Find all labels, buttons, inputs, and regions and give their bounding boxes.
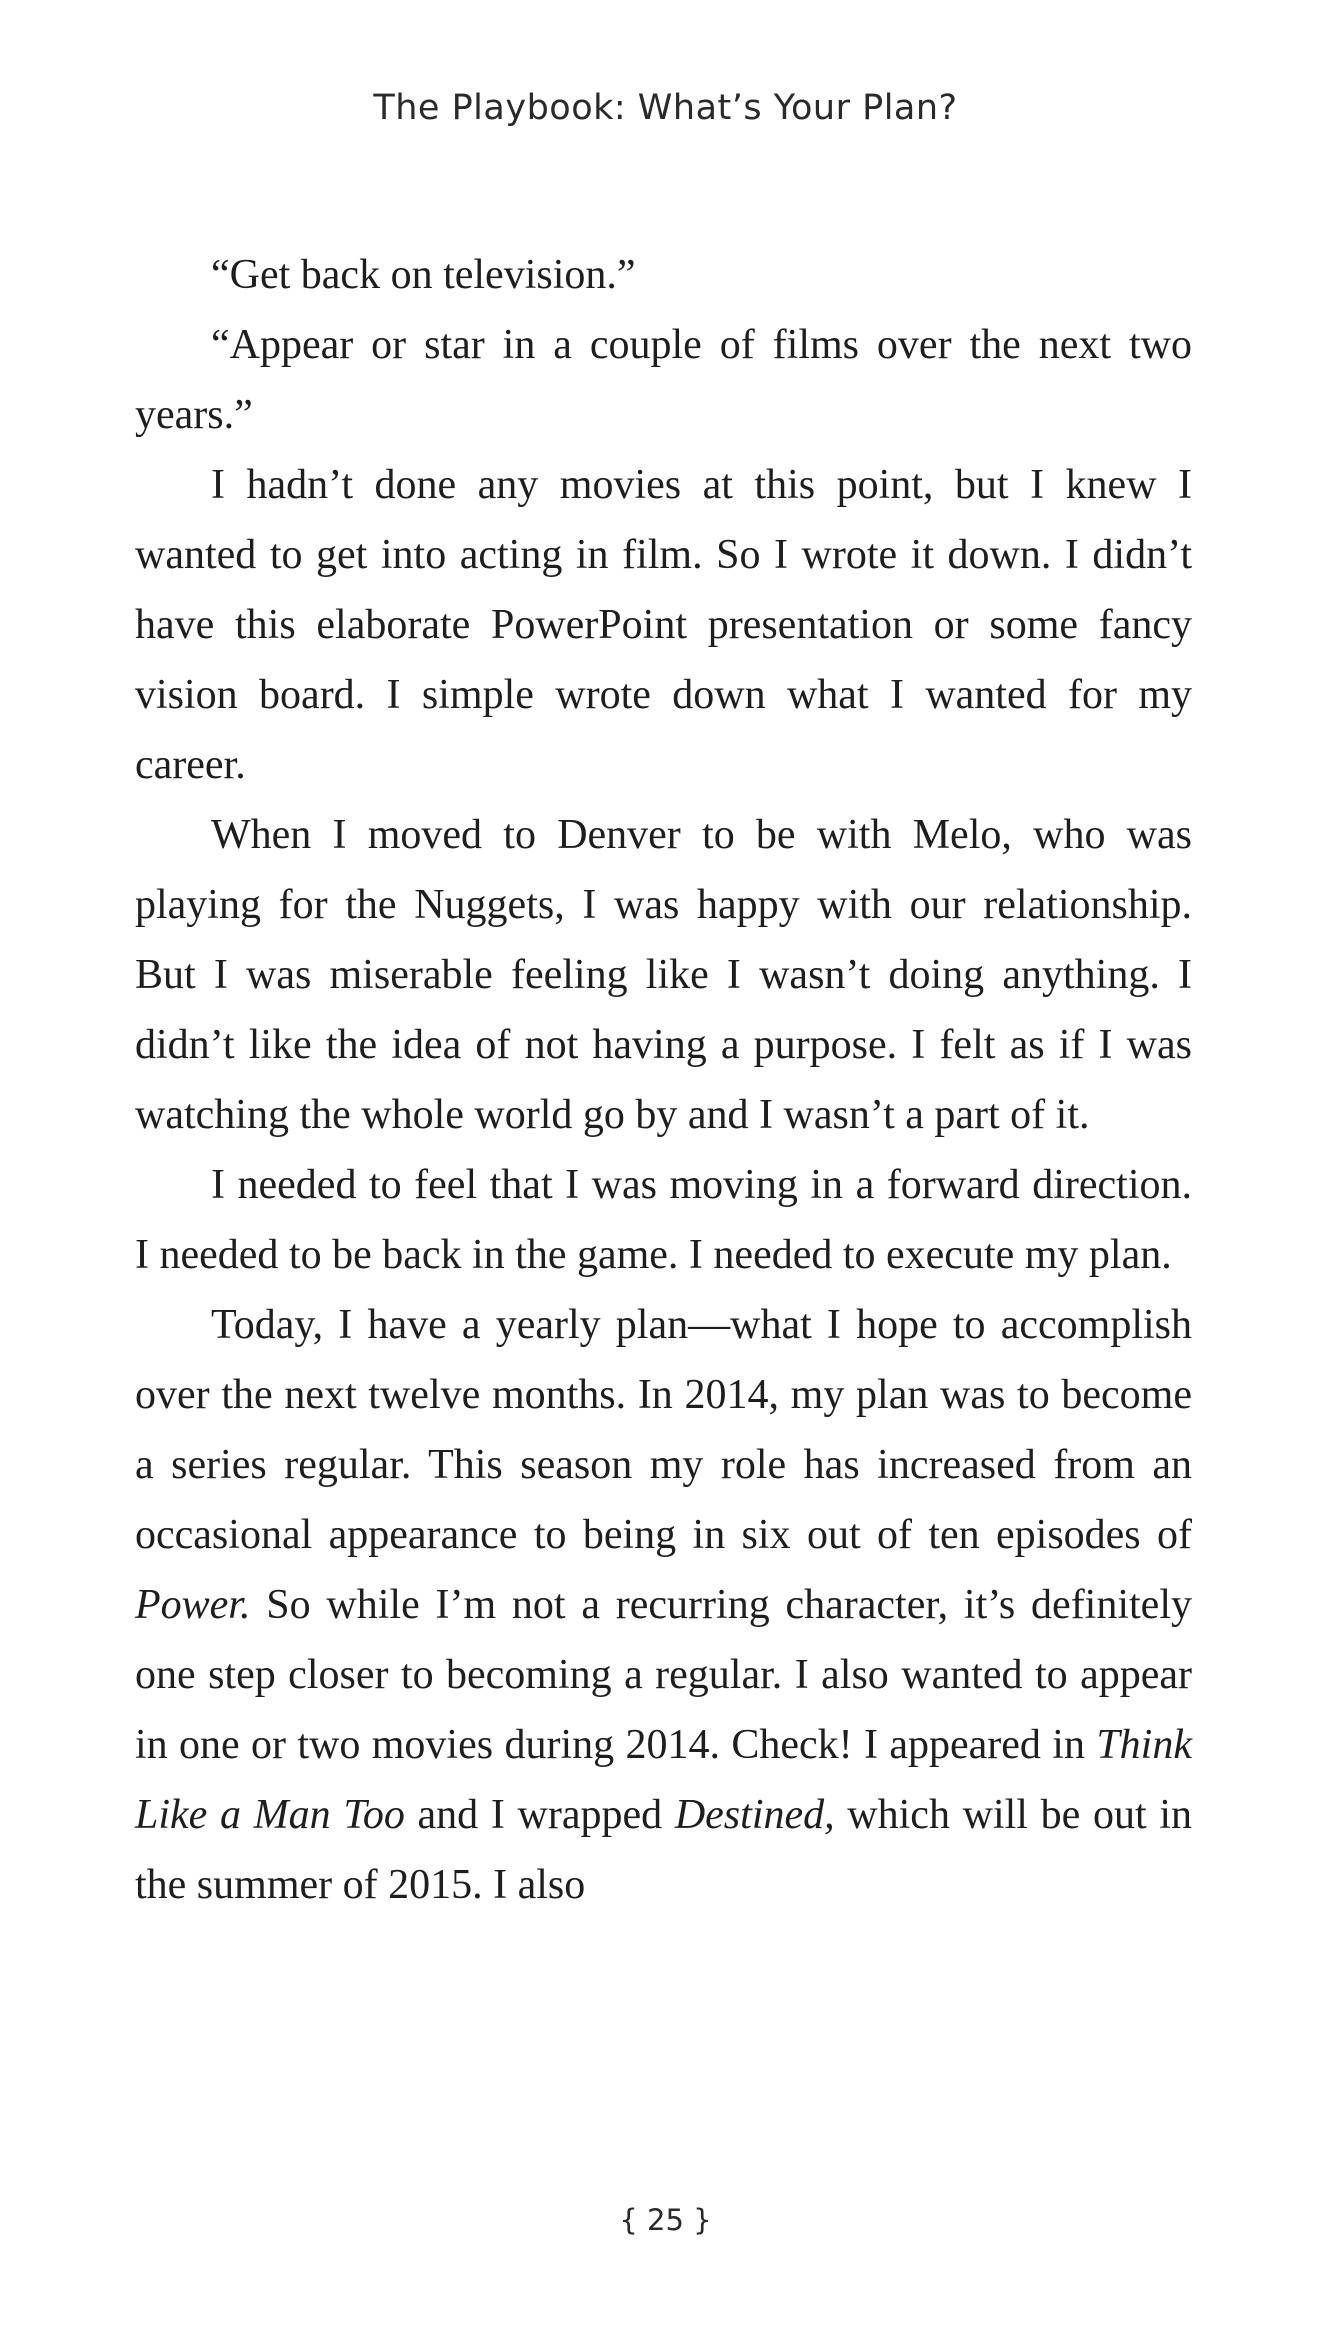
text-segment: So while I’m not a recurring character, it’s definitely one step closer to becoming a regular. I also wanted to appear in one or two movies during 2014. Check! I appeared in: [135, 1582, 1192, 1768]
paragraph: “Appear or star in a couple of films over the next two years.”: [135, 322, 1192, 438]
paragraph: I hadn’t done any movies at this point, but I knew I wanted to get into acting in film. So I wrote it down. I didn’t have this elaborate PowerPoint presentation or some fancy vision board. I simple wrote down what I wanted for my career.: [135, 462, 1192, 788]
paragraph-last: [135, 1290, 1192, 1920]
page-number: { 25 }: [619, 2203, 712, 2237]
running-head: The Playbook: What’s Your Plan?: [373, 88, 958, 128]
paragraph: “Get back on television.”: [211, 252, 636, 298]
text-segment: and I wrapped: [404, 1792, 675, 1838]
paragraph: When I moved to Denver to be with Melo, who was playing for the Nuggets, I was happy with our relationship. But I was miserable feeling like I wasn’t doing anything. I didn’t like the idea of not having a purpose. I felt as if I was watching the whole world go by and I wasn’t a part of it.: [135, 812, 1192, 1138]
movie-title-italic: Destined,: [674, 1792, 835, 1838]
show-title-italic: Power.: [135, 1582, 251, 1628]
body-text: [135, 240, 1192, 1920]
text-segment: which will be out in the summer of 2015. I also: [135, 1792, 1192, 1908]
movie-title-italic: Think Like a Man Too: [135, 1722, 1192, 1838]
paragraph: I needed to feel that I was moving in a forward direction. I needed to be back in the game. I needed to execute my plan.: [135, 1162, 1192, 1278]
text-segment: Today, I have a yearly plan—what I hope to accomplish over the next twelve months. In 2014, my plan was to become a series regular. This season my role has increased from an occasional appearance to being in six out of ten episodes of: [135, 1302, 1192, 1558]
